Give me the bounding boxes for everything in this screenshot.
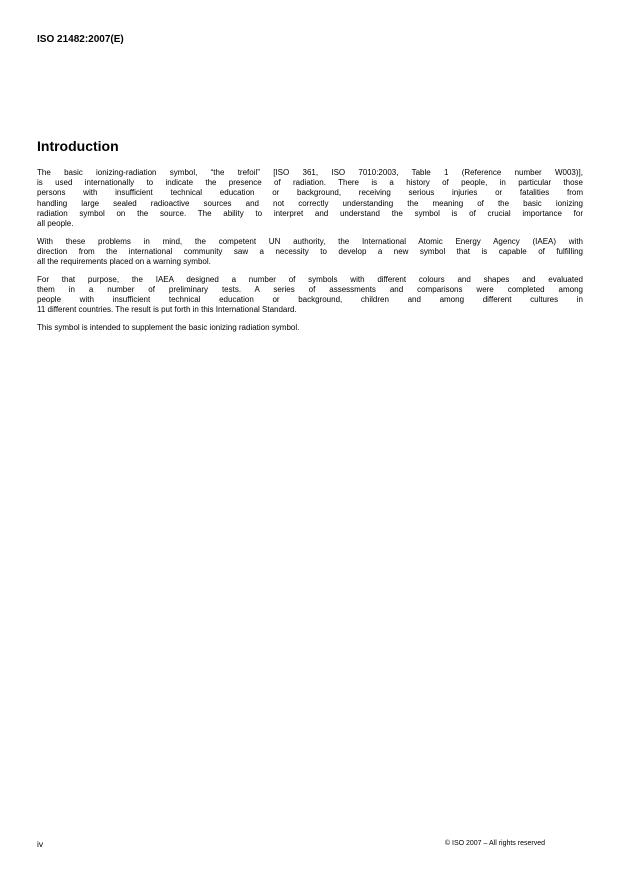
text-line: is used internationally to indicate the presence of radiation. There is a history of people, in particular those [37, 178, 583, 188]
copyright-notice: © ISO 2007 – All rights reserved [444, 840, 545, 847]
paragraph [37, 323, 583, 333]
text-line: persons with insufficient technical education or background, receiving serious injuries or fatalities from [37, 188, 583, 198]
text-line: them in a number of preliminary tests. A series of assessments and comparisons were completed among [37, 285, 583, 295]
section-title: Introduction [37, 138, 119, 154]
text-line: radiation symbol on the source. The ability to interpret and understand the symbol is of crucial importance for [37, 208, 583, 218]
text-line: The basic ionizing-radiation symbol, “the trefoil” [ISO 361, ISO 7010:2003, Table 1 (Reference number W003)], [37, 168, 583, 177]
text-line: 11 different countries. The result is put forth in this International Standard. [37, 305, 297, 315]
text-line: all the requirements placed on a warning symbol. [37, 257, 211, 267]
text-line: With these problems in mind, the competent UN authority, the International Atomic Energy Agency (IAEA) with [37, 236, 583, 246]
page-number: iv [37, 839, 44, 849]
text-line: handling large sealed radioactive sources and not correctly understanding the meaning of the basic ionizing [37, 198, 583, 208]
text-line: This symbol is intended to supplement the basic ionizing radiation symbol. [37, 323, 300, 333]
text-line: For that purpose, the IAEA designed a number of symbols with different colours and shapes and evaluated [37, 274, 583, 284]
document-id-header: ISO 21482:2007(E) [37, 34, 124, 45]
paragraph [37, 168, 583, 229]
text-line: people with insufficient technical education or background, children and among different cultures in [37, 295, 583, 305]
introduction-body [37, 168, 583, 341]
paragraph [37, 275, 583, 316]
text-line: all people. [37, 219, 74, 229]
paragraph [37, 237, 583, 268]
text-line: direction from the international community saw a necessity to develop a new symbol that is capable of fulfilling [37, 246, 583, 256]
